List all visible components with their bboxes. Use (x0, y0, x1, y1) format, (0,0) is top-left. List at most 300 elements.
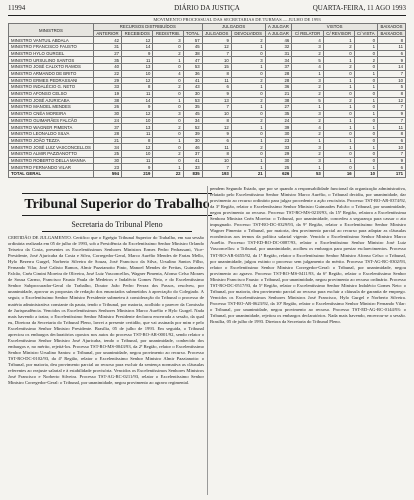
group-header: JULGADOS (202, 24, 265, 31)
table-cell: 1 (231, 137, 265, 144)
table-cell: 11 (122, 157, 153, 164)
issue-date: QUARTA-FEIRA, 11 AGO 1993 (312, 4, 406, 12)
group-header: A JULGAR (265, 24, 292, 31)
table-row (9, 84, 406, 91)
table-cell: 0 (354, 77, 377, 84)
table-cell: 2 (153, 124, 183, 131)
table-cell: 9 (378, 110, 406, 117)
table-cell: 39 (265, 124, 292, 131)
table-cell: 0 (354, 37, 377, 44)
table-cell: 2 (323, 64, 354, 71)
column-divider (207, 186, 208, 495)
table-body (9, 37, 406, 177)
table-cell: 2 (292, 90, 323, 97)
statistics-table-block (8, 17, 406, 187)
table-cell: 9 (378, 57, 406, 64)
row-label: TOTAL GERAL (9, 171, 94, 178)
table-cell: 0 (153, 144, 183, 151)
table-cell: 0 (231, 70, 265, 77)
table-cell: 7 (378, 104, 406, 111)
table-cell: 1 (153, 57, 183, 64)
table-cell: 1 (231, 104, 265, 111)
table-cell: 36 (183, 70, 202, 77)
table-row (9, 124, 406, 131)
table-cell: 1 (231, 157, 265, 164)
table-cell: 2 (323, 97, 354, 104)
table-cell: 1 (354, 84, 377, 91)
table-cell: 1 (323, 157, 354, 164)
table-cell: 6 (202, 84, 231, 91)
table-cell: 19 (93, 90, 121, 97)
column-header: RECEBIDOS (122, 30, 153, 37)
table-cell: 0 (354, 117, 377, 124)
table-cell: 30 (183, 137, 202, 144)
table-cell: 30 (93, 110, 121, 117)
table-cell: 10 (378, 144, 406, 151)
table-cell: 43 (183, 84, 202, 91)
table-cell: 1 (323, 57, 354, 64)
group-header: VISTOS (292, 24, 378, 31)
table-cell: 37 (265, 64, 292, 71)
table-cell: 41 (183, 157, 202, 164)
table-row (9, 97, 406, 104)
table-cell: 28 (265, 70, 292, 77)
table-cell: 594 (93, 171, 121, 178)
table-caption: MOVIMENTO PROCESSUAL DAS SECRETARIAS DE TURMAS — JULHO DE 1993 (153, 17, 321, 22)
table-cell: 0 (231, 90, 265, 97)
table-cell: 47 (183, 57, 202, 64)
table-cell: 45 (183, 110, 202, 117)
table-cell: 3 (292, 157, 323, 164)
table-cell: 37 (93, 124, 121, 131)
table-cell: 1 (292, 70, 323, 77)
table-cell: 11 (202, 144, 231, 151)
table-cell: 0 (153, 77, 183, 84)
table-cell: 1 (292, 164, 323, 171)
group-header: RECURSOS DISTRIBUÍDOS (93, 24, 202, 31)
table-cell: 41 (183, 77, 202, 84)
table-cell: 2 (153, 151, 183, 158)
table-row (9, 144, 406, 151)
table-cell: 0 (153, 90, 183, 97)
statistics-table (8, 23, 406, 178)
table-cell: 32 (265, 44, 292, 51)
table-cell: 52 (183, 124, 202, 131)
table-cell: 6 (378, 137, 406, 144)
table-cell: 1 (323, 137, 354, 144)
table-cell: 22 (93, 70, 121, 77)
table-row (9, 137, 406, 144)
column-header: BAIXADOS (378, 30, 406, 37)
row-label: MINISTRO WAGNER PIMENTA (9, 124, 94, 131)
table-cell: 22 (153, 171, 183, 178)
row-label: MINISTRO HYLO GURGEL (9, 50, 94, 57)
table-cell: 29 (93, 77, 121, 84)
table-cell: 1 (153, 164, 183, 171)
table-cell: 9 (122, 164, 153, 171)
table-cell: 21 (93, 137, 121, 144)
row-label: MINISTRO JOSÉ LUIZ VASCONCELLOS (9, 144, 94, 151)
table-cell: 8 (202, 117, 231, 124)
table-cell: 2 (231, 117, 265, 124)
table-cell: 0 (231, 151, 265, 158)
table-cell: 1 (354, 144, 377, 151)
table-cell: 8 (378, 131, 406, 138)
table-cell: 13 (122, 124, 153, 131)
table-cell: 9 (202, 90, 231, 97)
table-cell: 0 (323, 164, 354, 171)
table-cell: 27 (265, 104, 292, 111)
row-label: MINISTRO GUIMARÃES FALCÃO (9, 117, 94, 124)
table-cell: 0 (354, 50, 377, 57)
table-group-header-row (9, 24, 406, 31)
column-header: REDISTRIB. (153, 30, 183, 37)
table-cell: 12 (202, 124, 231, 131)
table-cell: 1 (323, 104, 354, 111)
row-label: MINISTRO LEONALDO SILVA (9, 131, 94, 138)
table-cell: 10 (202, 57, 231, 64)
table-cell: 4 (292, 64, 323, 71)
table-cell: 0 (323, 90, 354, 97)
table-cell: 2 (354, 57, 377, 64)
table-cell: 38 (183, 50, 202, 57)
table-row (9, 157, 406, 164)
row-label: MINISTRO ROBERTO DELLA MANNA (9, 157, 94, 164)
table-cell: 25 (265, 164, 292, 171)
table-cell: 1 (323, 144, 354, 151)
table-row (9, 37, 406, 44)
table-cell: 24 (93, 117, 121, 124)
table-cell: 5 (292, 57, 323, 64)
table-cell: 33 (183, 164, 202, 171)
table-cell: 12 (122, 110, 153, 117)
row-label: MINISTRO URSULINO SANTOS (9, 57, 94, 64)
table-cell: 1 (323, 37, 354, 44)
table-cell: 14 (378, 64, 406, 71)
table-cell: 26 (93, 104, 121, 111)
table-cell: 8 (202, 70, 231, 77)
table-cell: 7 (202, 50, 231, 57)
column-header: JULGADOS (202, 30, 231, 37)
table-cell: 1 (231, 124, 265, 131)
table-cell: 10 (122, 117, 153, 124)
table-cell: 53 (183, 64, 202, 71)
row-label: MINISTRO CNÉA MOREIRA (9, 110, 94, 117)
table-cell: 11 (202, 77, 231, 84)
column-header: C/ RELATOR (292, 30, 323, 37)
table-cell: 7 (202, 104, 231, 111)
table-row (9, 44, 406, 51)
section-title: Tribunal Superior do Trabalho (22, 193, 212, 216)
table-cell: 34 (93, 144, 121, 151)
table-cell: 8 (122, 137, 153, 144)
row-label: MINISTRO ALMIR PAZZIANOTTO (9, 151, 94, 158)
table-cell: 12 (122, 77, 153, 84)
table-cell: 10 (202, 157, 231, 164)
table-cell: 7 (378, 70, 406, 77)
table-cell: 7 (378, 117, 406, 124)
table-cell: 0 (231, 50, 265, 57)
table-cell: 1 (354, 164, 377, 171)
row-label: MINISTRO MANOEL MENDES (9, 104, 94, 111)
table-cell: 7 (202, 164, 231, 171)
table-cell: 8 (378, 90, 406, 97)
table-row (9, 77, 406, 84)
table-cell: 0 (354, 104, 377, 111)
row-label: MINISTRO JOSÉ CALIXTO RAMOS (9, 64, 94, 71)
table-cell: 0 (323, 50, 354, 57)
table-cell: 13 (202, 97, 231, 104)
table-cell: 2 (292, 117, 323, 124)
table-cell: 53 (183, 97, 202, 104)
table-cell: 1 (153, 97, 183, 104)
table-cell: 5 (292, 97, 323, 104)
table-cell: 0 (153, 64, 183, 71)
table-cell: 10 (354, 171, 377, 178)
table-cell: 21 (265, 90, 292, 97)
table-cell: 0 (354, 157, 377, 164)
table-cell: 0 (231, 131, 265, 138)
table-cell: 6 (378, 164, 406, 171)
table-cell: 39 (183, 131, 202, 138)
table-cell: 0 (153, 104, 183, 111)
column-header: DEVOLVIDOS (231, 30, 265, 37)
table-cell: 8 (122, 84, 153, 91)
table-cell: 1 (231, 164, 265, 171)
table-cell: 2 (231, 97, 265, 104)
table-cell: 33 (265, 144, 292, 151)
table-cell: 11 (122, 90, 153, 97)
table-cell: 2 (323, 44, 354, 51)
table-cell: 1 (323, 77, 354, 84)
table-cell: 0 (323, 110, 354, 117)
table-cell: 11 (378, 44, 406, 51)
table-cell: 6 (378, 50, 406, 57)
table-cell: 1 (292, 104, 323, 111)
table-cell: 1 (153, 137, 183, 144)
table-cell: 7 (378, 151, 406, 158)
row-label: MINISTRO FERNANDO VILAR (9, 164, 94, 171)
table-cell: 219 (122, 171, 153, 178)
table-cell: 2 (153, 50, 183, 57)
table-cell: 12 (122, 37, 153, 44)
table-cell: 1 (231, 64, 265, 71)
table-cell: 45 (183, 44, 202, 51)
table-cell: 11 (122, 131, 153, 138)
row-label: MINISTRO ERMES PEDRASSANI (9, 77, 94, 84)
table-cell: 0 (153, 157, 183, 164)
table-cell: 1 (292, 137, 323, 144)
table-cell: 14 (122, 44, 153, 51)
table-cell: 23 (93, 164, 121, 171)
table-cell: 53 (292, 171, 323, 178)
table-cell: 3 (292, 77, 323, 84)
table-cell: 10 (122, 151, 153, 158)
table-cell: 9 (122, 104, 153, 111)
table-cell: 28 (93, 131, 121, 138)
table-cell: 21 (231, 171, 265, 178)
table-cell: 3 (153, 37, 183, 44)
row-label: MINISTRO JOSÉ AJURICABA (9, 97, 94, 104)
table-cell: 9 (122, 50, 153, 57)
table-cell: 1 (323, 84, 354, 91)
column-header: TOTAL (183, 30, 202, 37)
table-cell: 193 (202, 171, 231, 178)
row-label: MINISTRO INDALÉCIO G. NETO (9, 84, 94, 91)
table-cell: 0 (323, 151, 354, 158)
table-cell: 2 (292, 84, 323, 91)
row-label: MINISTRO VANTUIL ABDALA (9, 37, 94, 44)
table-cell: 40 (93, 64, 121, 71)
table-cell: 8 (378, 37, 406, 44)
table-cell: 0 (323, 131, 354, 138)
table-row (9, 110, 406, 117)
table-cell: 13 (122, 64, 153, 71)
table-cell: 12 (202, 44, 231, 51)
table-row (9, 164, 406, 171)
table-cell: 1 (323, 124, 354, 131)
table-row (9, 151, 406, 158)
body-paragraph: pendem Segundo Estado, que por se quando a responsabilidade funcional da organização administrativa, relatado pelo Excelentíssimo Senhor Ministro Marco Aurélio, o Tribunal decidiu, por unanimidade, dar provimento ao recurso ordinário para julgar procedente a ação rescisória. Processo TST-RO-AR-0374/92, da 3ª Região, relator o Excelentíssimo Senhor Ministro Guimarães Falcão: o Tribunal, por unanimidade, negou provimento ao recurso. Processo TST-RO-MS-0218/93, da 15ª Região, relatora a Excelentíssima Senhora Ministra Cnéa Moreira: o Tribunal, por unanimidade, concedeu a segurança para cassar o ato impugnado. Processo TST-RO-DC-0329/93, da 9ª Região, relator o Excelentíssimo Senhor Ministro Wagner Pimenta: o Tribunal, por maioria, deu provimento parcial ao recurso para adaptar as cláusulas econômicas aos termos da política salarial vigente. Vencido o Excelentíssimo Senhor Ministro Marco Aurélio. Processo TST-ED-RO-DC-0087/93, relator o Excelentíssimo Senhor Ministro José Luiz Vasconcellos: o Tribunal, por unanimidade, acolheu os embargos para prestar esclarecimentos. Processo TST-RO-AR-0455/92, da 1ª Região, relator o Excelentíssimo Senhor Ministro Afonso Celso: o Tribunal, por unanimidade, julgou extinto o processo sem julgamento do mérito. Processo TST-AG-RC-0302/93, relator o Excelentíssimo Senhor Ministro Corregedor-Geral: o Tribunal, por unanimidade, negou provimento ao agravo. Processo TST-RO-MS-0411/93, da 6ª Região, relator o Excelentíssimo Senhor Ministro Francisco Fausto: o Tribunal, por unanimidade, negou provimento ao recurso ordinário. Processo TST-RO-DC-0517/93, da 5ª Região, relator o Excelentíssimo Senhor Ministro Indalécio Gomes Neto: o Tribunal, por maioria, deu provimento parcial ao recurso para excluir a cláusula de garantia de emprego. Vencidos os Excelentíssimos Senhores Ministros José Francisco, Hylo Gurgel e Norberto Silveira. Processo TST-RO-AR-0623/92, da 10ª Região, relator o Excelentíssimo Senhor Ministro Fernando Vilar: o Tribunal, por unanimidade, negou provimento ao recurso. Processo TST-ED-AG-RC-0144/93: o Tribunal, por unanimidade, rejeitou os embargos declaratórios. Nada mais havendo, encerrou-se a sessão. Brasília, 05 de julho de 1993. Diretora da Secretaria do Tribunal Pleno. (210, 186, 406, 325)
table-cell: 8 (202, 151, 231, 158)
table-cell: 2 (292, 151, 323, 158)
table-cell: 35 (93, 57, 121, 64)
table-cell: 37 (183, 151, 202, 158)
table-cell: 3 (231, 57, 265, 64)
table-row (9, 57, 406, 64)
table-cell: 15 (202, 64, 231, 71)
table-cell: 10 (202, 110, 231, 117)
row-label: MINISTRO ARMANDO DE BRITO (9, 70, 94, 77)
table-cell: 46 (183, 144, 202, 151)
table-cell: 38 (265, 97, 292, 104)
table-total-row (9, 171, 406, 178)
table-cell: 25 (93, 151, 121, 158)
table-row (9, 90, 406, 97)
table-cell: 1 (231, 44, 265, 51)
table-cell: 4 (292, 37, 323, 44)
column-header: C/ REVISOR (323, 30, 354, 37)
table-cell: 12 (378, 97, 406, 104)
table-cell: 35 (183, 104, 202, 111)
table-cell: 2 (292, 50, 323, 57)
table-cell: 30 (183, 90, 202, 97)
table-cell: 24 (265, 117, 292, 124)
table-cell: 14 (122, 97, 153, 104)
table-cell: 10 (378, 77, 406, 84)
table-cell: 46 (265, 37, 292, 44)
body-paragraph: CERTIDÃO DE JULGAMENTO. Certifico que o Egrégio Tribunal Superior do Trabalho, em sua sessão ordinária realizada em 05 de julho de 1993, sob a Presidência do Excelentíssimo Senhor Ministro Orlando Teixeira da Costa, presentes os Excelentíssimos Senhores Ministros Ermes Pedro Pedrassani, Vice-Presidente, José Ajuricaba da Costa e Silva, Corregedor-Geral, Marco Aurélio Mendes de Farias Mello, Hylo Bezerra Gurgel, Norberto Silveira de Souza, José Francisco da Silva, Ursulino Santos Filho, Fernando Vilar, José Calixto Ramos, Almir Pazzianotto Pinto, Manoel Mendes de Freitas, Guimarães Falcão, Cnéa Cimini Moreira de Oliveira, José Luiz Vasconcellos, Wagner Pimenta, Afonso Celso Moraes de Sousa Carmo, Francisco Fausto Paula de Medeiros e Indalécio Gomes Neto, e do Excelentíssimo Senhor Subprocurador-Geral do Trabalho, Doutor João Pedro Ferraz dos Passos, resolveu, por unanimidade, aprovar as propostas de redação dos enunciados submetidos à apreciação do Colegiado. A seguir, o Excelentíssimo Senhor Ministro Presidente submeteu à consideração do Tribunal o processo de matéria administrativa constante da pauta, tendo o Tribunal, por maioria, acolhido o parecer da Comissão de Jurisprudência. Vencidos os Excelentíssimos Senhores Ministros Marco Aurélio e Hylo Gurgel. Nada mais havendo a tratar, o Excelentíssimo Senhor Ministro Presidente declarou encerrada a sessão, da qual eu, Diretora da Secretaria do Tribunal Pleno, lavrei a presente certidão, que vai assinada por mim e pelo Excelentíssimo Senhor Ministro Presidente. Brasília, 05 de julho de 1993. Em seguida, o Tribunal apreciou os embargos declaratórios opostos nos autos do processo TST-RO-AR-0001/92, sendo relator o Excelentíssimo Senhor Ministro José Ajuricaba, tendo o Tribunal, por unanimidade, conhecido dos embargos e, no mérito, rejeitá-los. Processo TST-RO-MS-0043/93, da 2ª Região, relator o Excelentíssimo Senhor Ministro Ursulino Santos: o Tribunal, por unanimidade, negou provimento ao recurso. Processo TST-RO-DC-0102/93, da 4ª Região, relator o Excelentíssimo Senhor Ministro Almir Pazzianotto: o Tribunal, por maioria, deu provimento parcial ao recurso para excluir da sentença normativa as cláusulas referentes ao reajuste salarial e à estabilidade provisória. Vencidos os Excelentíssimos Senhores Ministros José Francisco e Norberto Silveira. Processo TST-AG-RC-0211/93, relator o Excelentíssimo Senhor Ministro Corregedor-Geral: o Tribunal, por unanimidade, negou provimento ao agravo regimental. (8, 235, 204, 386)
table-cell: 2 (231, 77, 265, 84)
table-cell: 12 (122, 144, 153, 151)
section-subtitle: Secretaria do Tribunal Pleno (42, 220, 192, 232)
table-cell: 35 (265, 110, 292, 117)
table-cell: 30 (265, 157, 292, 164)
table-cell: 30 (265, 131, 292, 138)
table-cell: 0 (354, 90, 377, 97)
table-cell: 9 (378, 157, 406, 164)
table-cell: 1 (354, 44, 377, 51)
row-label: MINISTRO FRANCISCO FAUSTO (9, 44, 94, 51)
page-header (8, 4, 406, 16)
group-header: MINISTROS (9, 24, 94, 37)
table-cell: 0 (354, 151, 377, 158)
table-cell: 31 (93, 44, 121, 51)
table-cell: 2 (292, 131, 323, 138)
journal-name: DIÁRIO DA JUSTIÇA (174, 4, 240, 12)
table-cell: 28 (265, 77, 292, 84)
table-row (9, 64, 406, 71)
table-cell: 0 (354, 131, 377, 138)
column-header: A JULGAR (265, 30, 292, 37)
table-cell: 33 (93, 84, 121, 91)
table-cell: 29 (265, 151, 292, 158)
table-cell: 2 (231, 144, 265, 151)
table-cell: 34 (265, 57, 292, 64)
table-cell: 6 (202, 137, 231, 144)
table-cell: 4 (292, 124, 323, 131)
table-cell: 835 (183, 171, 202, 178)
table-cell: 23 (265, 137, 292, 144)
table-cell: 0 (153, 131, 183, 138)
table-cell: 10 (122, 70, 153, 77)
table-cell: 42 (93, 37, 121, 44)
table-cell: 1 (323, 117, 354, 124)
table-cell: 3 (292, 110, 323, 117)
column-header: C/ VISTA (354, 30, 377, 37)
table-cell: 11 (378, 124, 406, 131)
table-row (9, 117, 406, 124)
column-header: ANTERIOR (93, 30, 121, 37)
table-row (9, 131, 406, 138)
table-cell: 1 (231, 84, 265, 91)
table-cell: 0 (231, 110, 265, 117)
body-column-right (210, 186, 406, 495)
group-header: BAIXADOS (378, 24, 406, 31)
table-cell: 1 (354, 97, 377, 104)
table-cell: 57 (183, 37, 202, 44)
table-cell: 9 (202, 131, 231, 138)
table-cell: 3 (292, 144, 323, 151)
table-cell: 4 (153, 70, 183, 77)
table-cell: 16 (323, 171, 354, 178)
table-cell: 1 (354, 124, 377, 131)
body-column-left (8, 235, 204, 495)
table-cell: 30 (93, 157, 121, 164)
table-cell: 0 (153, 117, 183, 124)
table-row (9, 70, 406, 77)
table-cell: 3 (153, 110, 183, 117)
table-cell: 9 (202, 37, 231, 44)
table-cell: 27 (93, 50, 121, 57)
table-cell: 38 (93, 97, 121, 104)
table-cell: 626 (265, 171, 292, 178)
table-row (9, 50, 406, 57)
table-cell: 2 (231, 37, 265, 44)
table-cell: 171 (378, 171, 406, 178)
table-cell: 2 (153, 84, 183, 91)
table-cell: 11 (122, 57, 153, 64)
table-cell: 0 (354, 137, 377, 144)
row-label: MINISTRO AFONSO CELSO (9, 90, 94, 97)
row-label: MINISTRO JOÃO TEZZA (9, 137, 94, 144)
page-number: 11994 (8, 4, 26, 12)
table-cell: 0 (153, 44, 183, 51)
table-cell: 0 (354, 64, 377, 71)
table-row (9, 104, 406, 111)
table-cell: 36 (265, 84, 292, 91)
table-cell: 3 (292, 44, 323, 51)
